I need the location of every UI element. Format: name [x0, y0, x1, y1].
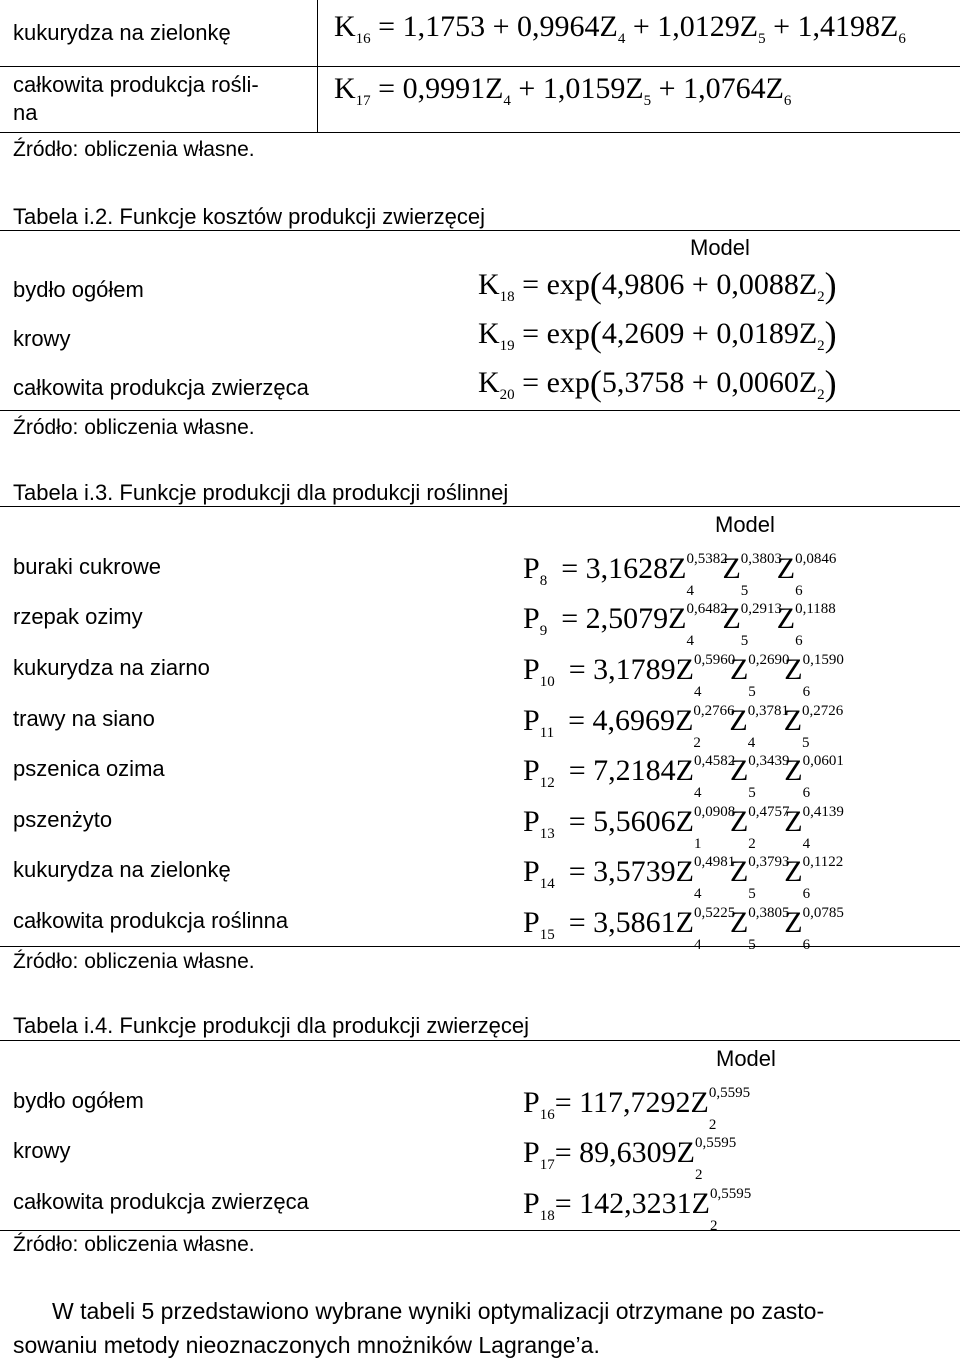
- equation-k19: $K_{19} = \exp(4,2609 + 0,0189Z_2)$: [478, 314, 837, 354]
- table2-row-label: całkowita produkcja zwierzęca: [13, 375, 309, 400]
- table1-source-note: Źródło: obliczenia własne.: [13, 138, 255, 161]
- table2-source-note: Źródło: obliczenia własne.: [13, 416, 255, 439]
- table4-row-label: krowy: [13, 1138, 71, 1163]
- equation-p15: $P_{15} = 3,5861Z$ 0,5225 4 Z 0,3805 5 Z 0,0785 6: [523, 905, 844, 953]
- table4-caption: Tabela i.4. Funkcje produkcji dla produkcji zwierzęcej: [13, 1013, 530, 1038]
- table1-row-label: kukurydza na zielonkę: [13, 20, 231, 45]
- equation-k17: $K_{17} = 0,9991Z_4 + 1,0159Z_5 + 1,0764Z_6$: [334, 72, 792, 109]
- table3-row-label: buraki cukrowe: [13, 554, 161, 579]
- table3-row-label: rzepak ozimy: [13, 604, 143, 629]
- table2-caption: Tabela i.2. Funkcje kosztów produkcji zwierzęcej: [13, 204, 485, 229]
- equation-p16: $P_{16}= 117,7292Z$ 0,5595 2: [523, 1085, 751, 1133]
- table3-row-label: trawy na siano: [13, 706, 155, 731]
- table3-row-label: pszenżyto: [13, 807, 113, 832]
- equation-p12: $P_{12} = 7,2184Z$ 0,4582 4 Z 0,3439 5 Z 0,0601 6: [523, 753, 844, 801]
- table2-row-label: bydło ogółem: [13, 277, 144, 302]
- equation-p14: $P_{14} = 3,5739Z$ 0,4981 4 Z 0,3793 5 Z 0,1122 6: [523, 854, 844, 902]
- equation-p17: $P_{17}= 89,6309Z$ 0,5595 2: [523, 1135, 737, 1183]
- equation-k18: $K_{18} = \exp(4,9806 + 0,0088Z_2)$: [478, 265, 837, 305]
- table3-source-note: Źródło: obliczenia własne.: [13, 950, 255, 973]
- equation-p18: $P_{18}= 142,3231Z$ 0,5595 2: [523, 1186, 752, 1234]
- table2-row-label: krowy: [13, 326, 71, 351]
- table1-tail: [0, 0, 960, 132]
- table4-row-label: bydło ogółem: [13, 1088, 144, 1113]
- table1-row-label: na: [13, 100, 38, 125]
- table4: [0, 1040, 960, 1234]
- equation-p8: $P_8 = 3,1628Z$ 0,5382 4 Z 0,3803 5 Z 0,0846 6: [523, 551, 837, 599]
- table4-source-note: Źródło: obliczenia własne.: [13, 1233, 255, 1256]
- table4-header-model: Model: [716, 1046, 776, 1071]
- table3-caption: Tabela i.3. Funkcje produkcji dla produkcji roślinnej: [13, 480, 509, 505]
- equation-p9: $P_9 = 2,5079Z$ 0,6482 4 Z 0,2913 5 Z 0,1188 6: [523, 601, 836, 649]
- table3-row-label: pszenica ozima: [13, 756, 165, 781]
- table1-row-label: całkowita produkcja rośli-: [13, 72, 259, 97]
- table3: [0, 506, 960, 953]
- equation-k16: $K_{16} = 1,1753 + 0,9964Z_4 + 1,0129Z_5 + 1,4198Z_6$: [334, 10, 906, 47]
- equation-p10: $P_{10} = 3,1789Z$ 0,5960 4 Z 0,2690 5 Z 0,1590 6: [523, 652, 844, 700]
- equation-k20: $K_{20} = \exp(5,3758 + 0,0060Z_2)$: [478, 363, 837, 403]
- table3-row-label: całkowita produkcja roślinna: [13, 908, 289, 933]
- table2: [0, 230, 960, 410]
- table3-row-label: kukurydza na zielonkę: [13, 857, 231, 882]
- equation-p13: $P_{13} = 5,5606Z$ 0,0908 1 Z 0,4757 2 Z 0,4139 4: [523, 804, 844, 852]
- body-paragraph-line: sowaniu metody nieoznaczonych mnożników Lagrange’a.: [13, 1332, 600, 1358]
- table4-row-label: całkowita produkcja zwierzęca: [13, 1189, 309, 1214]
- body-paragraph-line: W tabeli 5 przedstawiono wybrane wyniki optymalizacji otrzymane po zasto-: [52, 1298, 825, 1324]
- table3-row-label: kukurydza na ziarno: [13, 655, 210, 680]
- table2-header-model: Model: [690, 235, 750, 260]
- equation-p11: $P_{11} = 4,6969Z$ 0,2766 2 Z 0,3781 4 Z 0,2726 5: [523, 703, 844, 751]
- table3-header-model: Model: [715, 512, 775, 537]
